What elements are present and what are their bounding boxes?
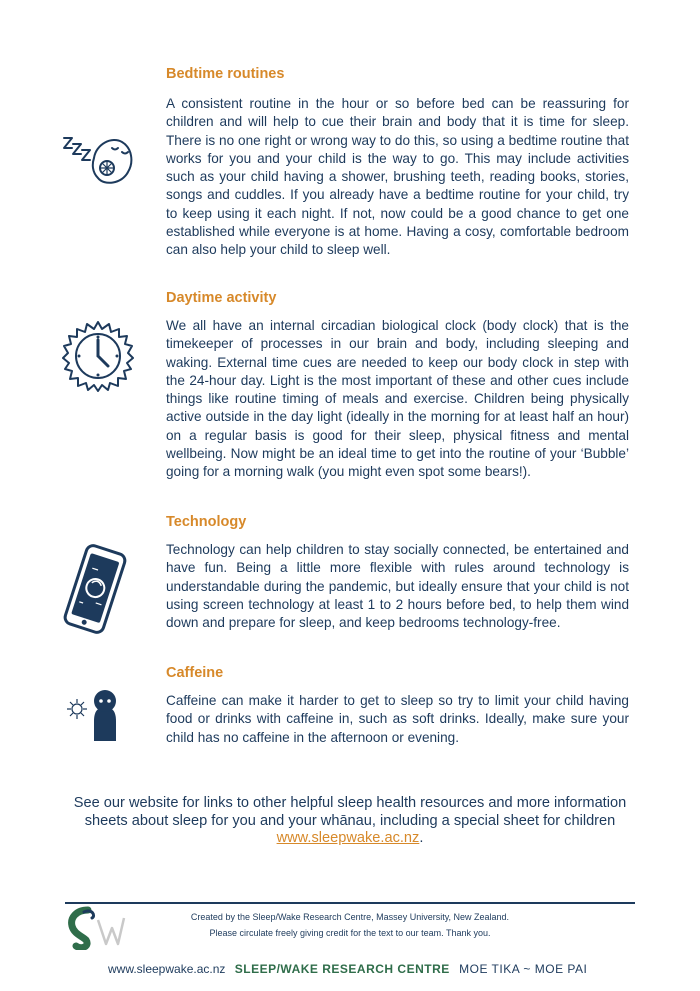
bottom-url[interactable]: www.sleepwake.ac.nz: [108, 962, 226, 976]
bottom-centre-name: SLEEP/WAKE RESEARCH CENTRE: [234, 962, 450, 976]
bottom-motto: MOE TIKA ~ MOE PAI: [459, 962, 588, 976]
website-promo: [60, 795, 640, 848]
section-body: Caffeine can make it harder to get to sleep so try to limit your child having food or drinks with caffeine in, such as soft drinks. Ideally, make sure your child has no caffeine in the afternoon or evening.: [166, 693, 629, 745]
sleepwake-logo-icon: [66, 906, 126, 950]
section-body: We all have an internal circadian biological clock (body clock) that is the timekeeper of processes in our brain and body, including sleeping and waking. External time cues are needed to keep our body clock in step with the 24-hour day. Light is the most important of these and other cues include things like routine timing of meals and exercise. Children being physically active outside in the day light (ideally in the morning for at least half an hour) on a regular basis is good for their sleep, physical fitness and mental wellbeing. Now might be an ideal time to get into the routine of your ‘Bubble’ going for a morning walk (you might even spot some bears!).: [166, 318, 629, 480]
sleeping-face-icon: [60, 128, 140, 190]
website-link[interactable]: www.sleepwake.ac.nz: [276, 830, 420, 846]
credit-line-1: Created by the Sleep/Wake Research Centre, Massey University, New Zealand.: [190, 912, 510, 922]
section-heading: Technology: [166, 514, 247, 530]
sun-clock-icon: [62, 320, 134, 392]
smartphone-icon: [62, 540, 128, 638]
section-heading: Daytime activity: [166, 290, 277, 306]
footer-divider: [65, 902, 635, 904]
bottom-banner: [108, 962, 587, 976]
website-promo-text: See our website for links to other helpful sleep health resources and more information sheets about sleep for you and your whānau, including a special sheet for children: [73, 795, 627, 829]
section-heading: Caffeine: [166, 665, 224, 681]
section-heading: Bedtime routines: [166, 66, 285, 82]
website-link-suffix: .: [419, 830, 424, 846]
section-body: A consistent routine in the hour or so before bed can be reassuring for children and will help to cue their brain and body that it is time for sleep. There is no one right or wrong way to do this, so using a bedtime routine that works for you and your child is the way to go. This may include activities such as your child having a shower, brushing teeth, reading books, stories, songs and cuddles. If you already have a bedtime routine for your child, try to keep using it each night. If not, now could be a good chance to get one established while everyone is at home. Having a cosy, comfortable bedroom can also help your child to sleep well.: [166, 96, 629, 258]
section-body: Technology can help children to stay socially connected, be entertained and have fun. Being a little more flexible with rules around technology is understandable during the pandemic, but ideally ensure that your child is not using screen technology at least 1 to 2 hours before bed, to help them wind down and prepare for sleep, and keep bedrooms technology-free.: [166, 542, 629, 631]
person-sun-icon: [64, 689, 126, 745]
credit-line-2: Please circulate freely giving credit for the text to our team. Thank you.: [209, 928, 491, 938]
